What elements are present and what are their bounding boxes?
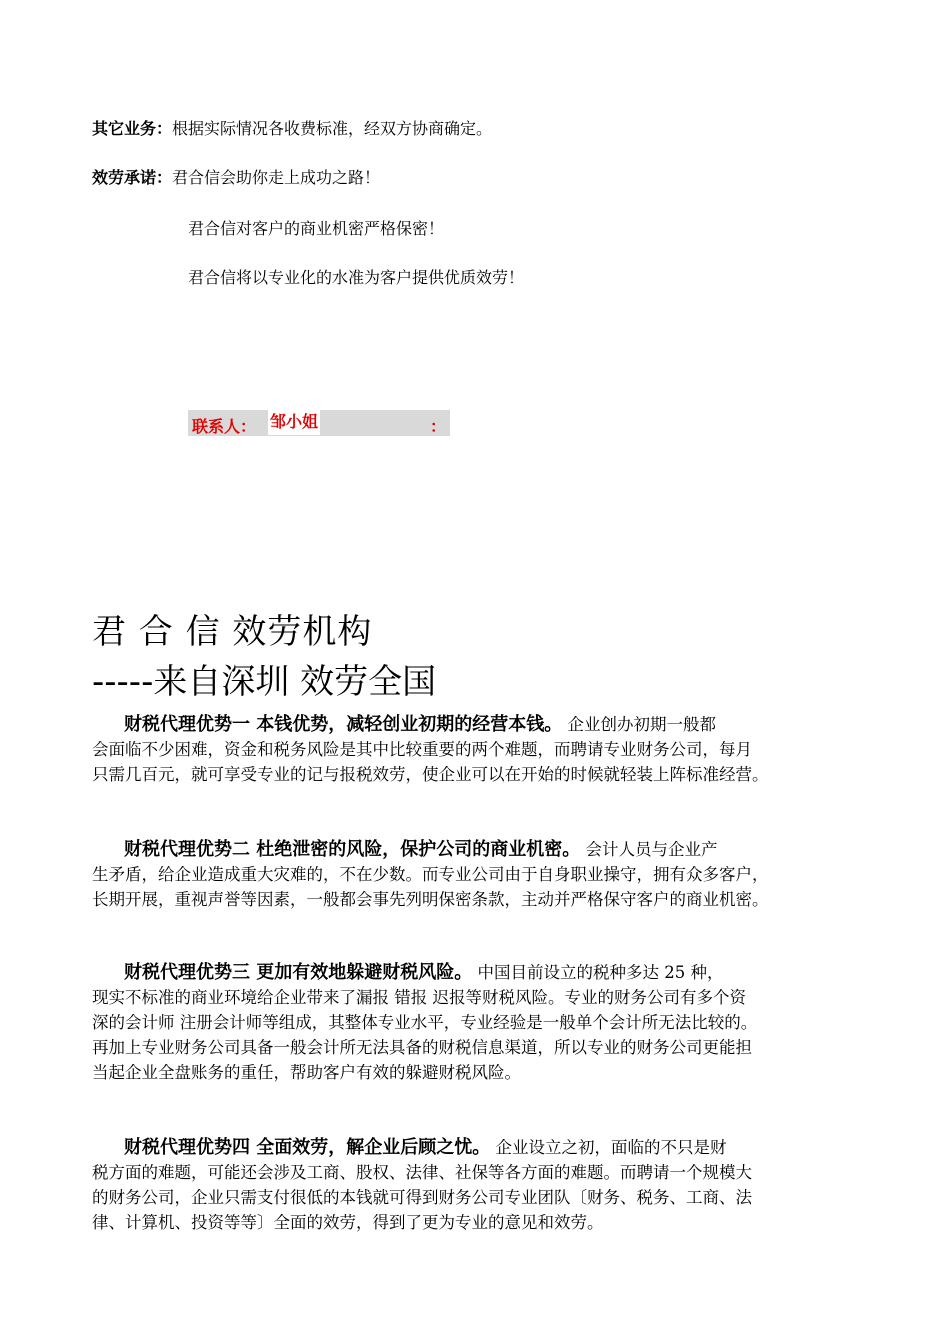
contact-colon: ： <box>430 417 447 436</box>
advantage-3-line-4: 再加上专业财务公司具备一般会计所无法具备的财税信息渠道，所以专业的财务公司更能担 <box>92 1038 752 1057</box>
service-promise-line-1: 君合信会助你走上成功之路！ <box>172 168 381 187</box>
advantage-1-line-1: 企业创办初期一般都 <box>567 715 717 734</box>
contact-box <box>188 410 450 436</box>
service-promise-line-2: 君合信对客户的商业机密严格保密！ <box>188 219 445 238</box>
advantage-2-head: 财税代理优势二 杜绝泄密的风险，保护公司的商业机密。 <box>124 839 581 860</box>
advantage-4-head: 财税代理优势四 全面效劳，解企业后顾之忧。 <box>124 1137 491 1158</box>
other-business-label: 其它业务： <box>92 119 173 138</box>
contact-name: 邹小姐 <box>268 409 320 435</box>
service-promise-row-3 <box>188 265 524 288</box>
advantage-2 <box>92 837 862 912</box>
advantage-1-head: 财税代理优势一 本钱优势，减轻创业初期的经营本钱。 <box>124 714 563 735</box>
advantage-3-line-1: 中国目前设立的税种多达 25 种， <box>477 963 724 982</box>
advantage-4 <box>92 1135 862 1235</box>
advantage-1 <box>92 712 862 787</box>
company-subtitle: -----来自深圳 效劳全国 <box>92 662 437 702</box>
advantage-4-line-3: 的财务公司，企业只需支付很低的本钱就可得到财务公司专业团队〔财务、税务、工商、法 <box>92 1188 752 1207</box>
service-promise-row <box>92 165 380 188</box>
contact-label: 联系人： <box>192 417 257 436</box>
advantage-3-head: 财税代理优势三 更加有效地躲避财税风险。 <box>124 962 473 983</box>
service-promise-label: 效劳承诺： <box>92 168 173 187</box>
advantage-3-line-5: 当起企业全盘账务的重任，帮助客户有效的躲避财税风险。 <box>92 1063 521 1082</box>
advantage-3 <box>92 960 862 1085</box>
advantage-1-line-3: 只需几百元，就可享受专业的记与报税效劳，使企业可以在开始的时候就轻装上阵标准经营。 <box>92 765 769 784</box>
other-business-text: 根据实际情况各收费标准，经双方协商确定。 <box>172 119 493 138</box>
advantage-2-line-3: 长期开展，重视声誉等因素，一般都会事先列明保密条款，主动并严格保守客户的商业机密。 <box>92 890 769 909</box>
advantage-1-line-2: 会面临不少困难，资金和税务风险是其中比较重要的两个难题，而聘请专业财务公司，每月 <box>92 740 752 759</box>
advantage-2-line-2: 生矛盾，给企业造成重大灾难的，不在少数。而专业公司由于自身职业操守，拥有众多客户， <box>92 865 769 884</box>
advantage-4-line-1: 企业设立之初，面临的不只是财 <box>495 1138 727 1157</box>
service-promise-row-2 <box>188 216 444 239</box>
advantage-3-line-3: 深的会计师 注册会计师等组成，其整体专业水平，专业经验是一般单个会计所无法比较的。 <box>92 1013 758 1032</box>
advantage-4-line-2: 税方面的难题，可能还会涉及工商、股权、法律、社保等各方面的难题。而聘请一个规模大 <box>92 1163 752 1182</box>
company-title: 君 合 信 效劳机构 <box>92 612 373 652</box>
advantage-3-line-2: 现实不标准的商业环境给企业带来了漏报 错报 迟报等财税风险。专业的财务公司有多个资 <box>92 988 746 1007</box>
advantage-4-line-4: 律、计算机、投资等等〕全面的效劳，得到了更为专业的意见和效劳。 <box>92 1213 604 1232</box>
other-business-row <box>92 116 492 139</box>
advantage-2-line-1: 会计人员与企业产 <box>585 840 718 859</box>
service-promise-line-3: 君合信将以专业化的水准为客户提供优质效劳！ <box>188 268 525 287</box>
